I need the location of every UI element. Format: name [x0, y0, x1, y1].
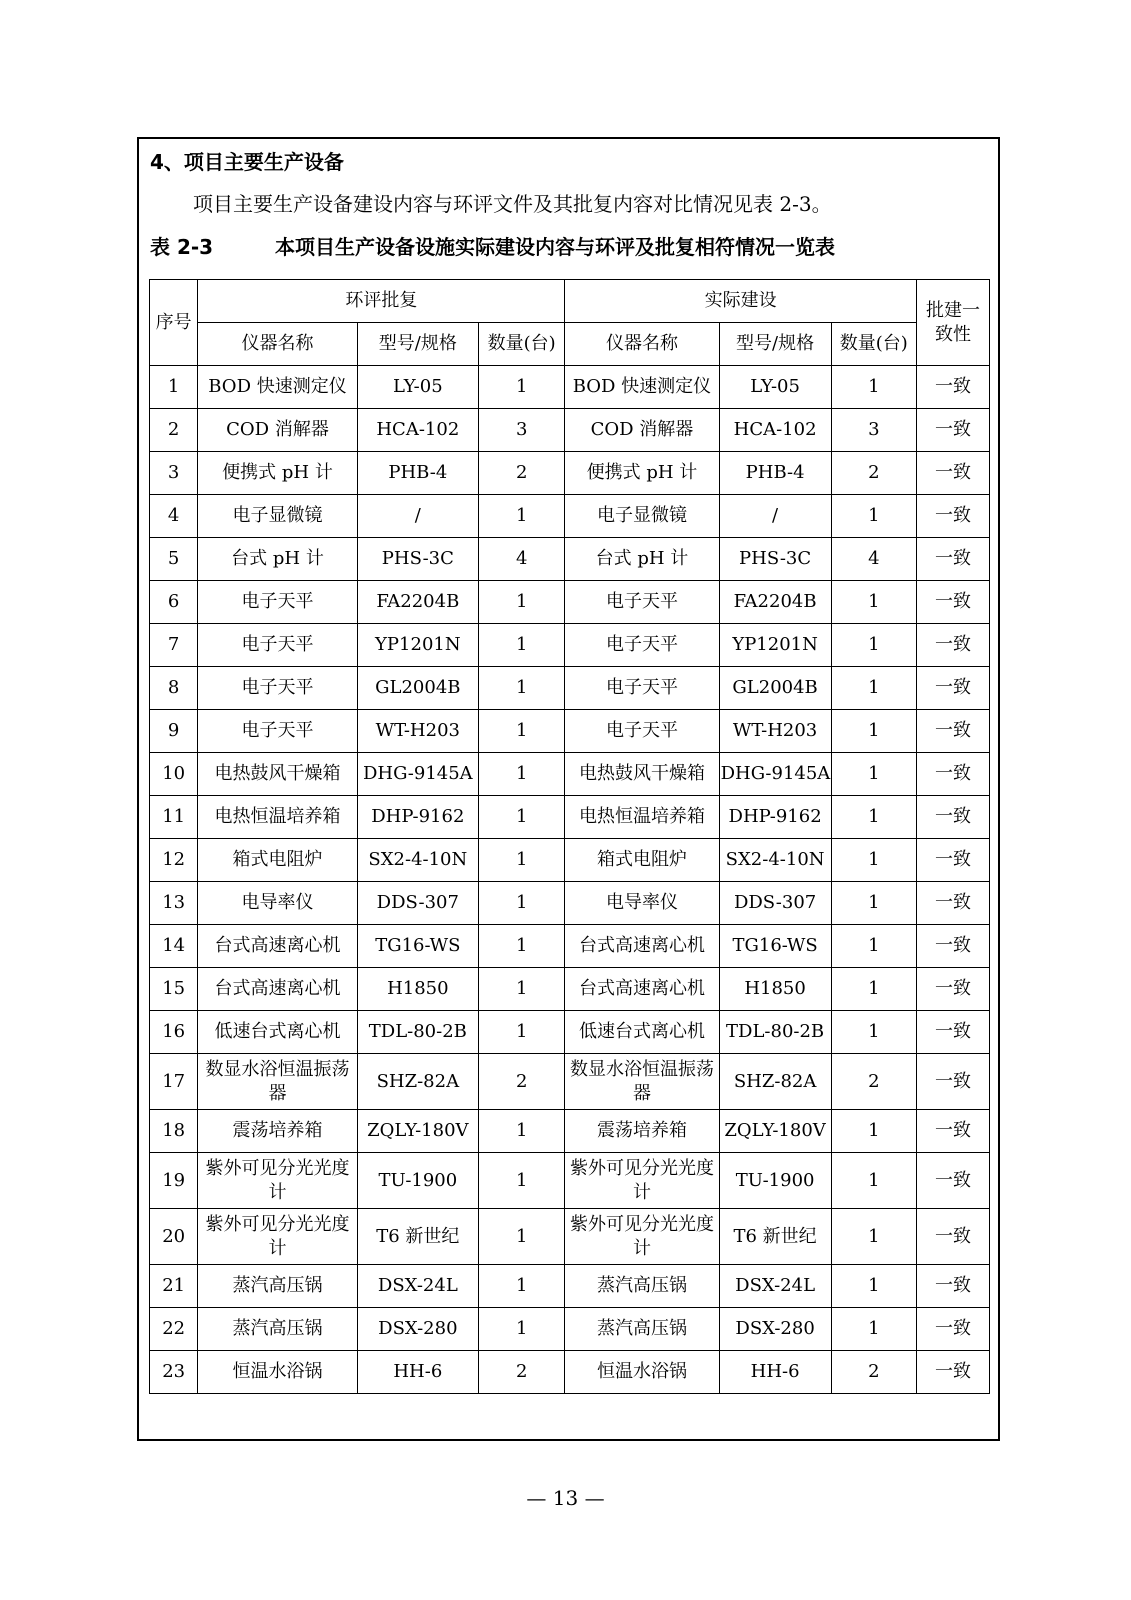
cell-actual-model: PHS-3C: [719, 538, 831, 581]
cell-actual-qty: 1: [831, 710, 916, 753]
cell-actual-model: PHB-4: [719, 452, 831, 495]
cell-eia-model: LY-05: [357, 366, 478, 409]
cell-eia-name: 便携式 pH 计: [198, 452, 357, 495]
cell-consistency: 一致: [916, 1265, 989, 1308]
cell-eia-model: PHB-4: [357, 452, 478, 495]
cell-actual-model: SHZ-82A: [719, 1054, 831, 1110]
cell-actual-qty: 1: [831, 495, 916, 538]
cell-actual-name: 电热鼓风干燥箱: [565, 753, 719, 796]
equipment-table: [149, 279, 990, 1394]
cell-serial: 13: [150, 882, 198, 925]
cell-eia-name: 电子天平: [198, 624, 357, 667]
cell-actual-qty: 1: [831, 882, 916, 925]
cell-consistency: 一致: [916, 624, 989, 667]
cell-eia-name: 电子显微镜: [198, 495, 357, 538]
cell-serial: 11: [150, 796, 198, 839]
cell-eia-qty: 3: [478, 409, 564, 452]
cell-serial: 10: [150, 753, 198, 796]
cell-actual-name: 震荡培养箱: [565, 1110, 719, 1153]
cell-eia-model: TG16-WS: [357, 925, 478, 968]
section-heading: 4、项目主要生产设备: [150, 150, 344, 174]
cell-consistency: 一致: [916, 753, 989, 796]
cell-consistency: 一致: [916, 710, 989, 753]
table-row: [150, 753, 990, 796]
cell-consistency: 一致: [916, 1209, 989, 1265]
cell-eia-qty: 1: [478, 495, 564, 538]
cell-actual-model: DHP-9162: [719, 796, 831, 839]
cell-actual-qty: 2: [831, 1351, 916, 1394]
cell-eia-name: 蒸汽高压锅: [198, 1308, 357, 1351]
cell-actual-model: HH-6: [719, 1351, 831, 1394]
cell-actual-name: COD 消解器: [565, 409, 719, 452]
cell-eia-name: 紫外可见分光光度计: [198, 1209, 357, 1265]
cell-eia-model: GL2004B: [357, 667, 478, 710]
table-row: [150, 409, 990, 452]
cell-eia-name: 电热鼓风干燥箱: [198, 753, 357, 796]
cell-eia-name: 箱式电阻炉: [198, 839, 357, 882]
table-row: [150, 1054, 990, 1110]
cell-actual-name: BOD 快速测定仪: [565, 366, 719, 409]
header-group-actual: 实际建设: [565, 280, 917, 323]
cell-eia-model: /: [357, 495, 478, 538]
cell-eia-model: WT-H203: [357, 710, 478, 753]
table-row: [150, 1011, 990, 1054]
cell-eia-qty: 2: [478, 1054, 564, 1110]
cell-eia-qty: 1: [478, 1110, 564, 1153]
cell-actual-model: YP1201N: [719, 624, 831, 667]
cell-eia-name: 低速台式离心机: [198, 1011, 357, 1054]
cell-eia-qty: 1: [478, 624, 564, 667]
cell-serial: 9: [150, 710, 198, 753]
cell-actual-qty: 1: [831, 1110, 916, 1153]
header-serial: 序号: [150, 280, 198, 366]
header-eia-qty: 数量(台): [478, 323, 564, 366]
table-row: [150, 796, 990, 839]
cell-serial: 16: [150, 1011, 198, 1054]
cell-actual-model: DSX-280: [719, 1308, 831, 1351]
cell-actual-name: 电热恒温培养箱: [565, 796, 719, 839]
cell-actual-qty: 1: [831, 1011, 916, 1054]
cell-serial: 14: [150, 925, 198, 968]
cell-consistency: 一致: [916, 409, 989, 452]
cell-actual-name: 电子显微镜: [565, 495, 719, 538]
content-frame: [137, 137, 1000, 1441]
cell-eia-model: YP1201N: [357, 624, 478, 667]
cell-actual-model: ZQLY-180V: [719, 1110, 831, 1153]
cell-serial: 5: [150, 538, 198, 581]
cell-actual-name: 便携式 pH 计: [565, 452, 719, 495]
cell-actual-qty: 1: [831, 1153, 916, 1209]
cell-eia-qty: 1: [478, 796, 564, 839]
cell-eia-model: DDS-307: [357, 882, 478, 925]
cell-actual-qty: 1: [831, 624, 916, 667]
cell-actual-qty: 1: [831, 366, 916, 409]
cell-actual-qty: 1: [831, 581, 916, 624]
cell-eia-qty: 1: [478, 667, 564, 710]
cell-serial: 20: [150, 1209, 198, 1265]
cell-serial: 17: [150, 1054, 198, 1110]
cell-actual-model: DSX-24L: [719, 1265, 831, 1308]
cell-serial: 8: [150, 667, 198, 710]
cell-actual-qty: 1: [831, 667, 916, 710]
header-group-eia: 环评批复: [198, 280, 565, 323]
table-row: [150, 538, 990, 581]
table-header-row-1: [150, 280, 990, 323]
cell-consistency: 一致: [916, 1308, 989, 1351]
table-row: [150, 1209, 990, 1265]
cell-eia-model: T6 新世纪: [357, 1209, 478, 1265]
cell-actual-name: 蒸汽高压锅: [565, 1308, 719, 1351]
cell-eia-name: 紫外可见分光光度计: [198, 1153, 357, 1209]
cell-eia-qty: 1: [478, 839, 564, 882]
cell-eia-qty: 1: [478, 1011, 564, 1054]
table-row: [150, 452, 990, 495]
cell-eia-model: HCA-102: [357, 409, 478, 452]
cell-actual-model: TG16-WS: [719, 925, 831, 968]
table-row: [150, 710, 990, 753]
cell-serial: 15: [150, 968, 198, 1011]
cell-actual-name: 恒温水浴锅: [565, 1351, 719, 1394]
cell-eia-model: PHS-3C: [357, 538, 478, 581]
cell-eia-name: 蒸汽高压锅: [198, 1265, 357, 1308]
cell-actual-name: 紫外可见分光光度计: [565, 1209, 719, 1265]
cell-consistency: 一致: [916, 839, 989, 882]
cell-eia-model: H1850: [357, 968, 478, 1011]
cell-actual-name: 台式 pH 计: [565, 538, 719, 581]
cell-eia-qty: 4: [478, 538, 564, 581]
cell-actual-model: HCA-102: [719, 409, 831, 452]
cell-actual-name: 台式高速离心机: [565, 925, 719, 968]
cell-actual-name: 紫外可见分光光度计: [565, 1153, 719, 1209]
cell-consistency: 一致: [916, 538, 989, 581]
cell-eia-model: SHZ-82A: [357, 1054, 478, 1110]
cell-serial: 7: [150, 624, 198, 667]
cell-consistency: 一致: [916, 882, 989, 925]
cell-actual-qty: 1: [831, 1265, 916, 1308]
cell-eia-qty: 1: [478, 968, 564, 1011]
cell-eia-name: 电导率仪: [198, 882, 357, 925]
cell-consistency: 一致: [916, 495, 989, 538]
header-actual-name: 仪器名称: [565, 323, 719, 366]
cell-actual-name: 电子天平: [565, 624, 719, 667]
table-body: [150, 366, 990, 1394]
cell-serial: 23: [150, 1351, 198, 1394]
cell-actual-name: 电子天平: [565, 581, 719, 624]
table-row: [150, 1351, 990, 1394]
cell-consistency: 一致: [916, 581, 989, 624]
cell-actual-name: 电子天平: [565, 667, 719, 710]
cell-serial: 22: [150, 1308, 198, 1351]
cell-serial: 12: [150, 839, 198, 882]
cell-actual-name: 箱式电阻炉: [565, 839, 719, 882]
cell-actual-model: DHG-9145A: [719, 753, 831, 796]
cell-actual-name: 电子天平: [565, 710, 719, 753]
cell-eia-name: BOD 快速测定仪: [198, 366, 357, 409]
cell-actual-model: H1850: [719, 968, 831, 1011]
cell-eia-qty: 1: [478, 581, 564, 624]
cell-eia-qty: 1: [478, 366, 564, 409]
cell-eia-qty: 1: [478, 925, 564, 968]
cell-actual-name: 低速台式离心机: [565, 1011, 719, 1054]
cell-actual-qty: 2: [831, 1054, 916, 1110]
table-row: [150, 581, 990, 624]
cell-actual-model: FA2204B: [719, 581, 831, 624]
table-row: [150, 1265, 990, 1308]
cell-eia-name: 电热恒温培养箱: [198, 796, 357, 839]
cell-eia-name: 台式 pH 计: [198, 538, 357, 581]
cell-eia-model: DSX-24L: [357, 1265, 478, 1308]
page-number: — 13 —: [526, 1486, 605, 1510]
cell-eia-model: FA2204B: [357, 581, 478, 624]
cell-eia-qty: 2: [478, 1351, 564, 1394]
header-actual-model: 型号/规格: [719, 323, 831, 366]
cell-actual-model: LY-05: [719, 366, 831, 409]
cell-consistency: 一致: [916, 796, 989, 839]
header-consistency: 批建一致性: [916, 280, 989, 366]
cell-eia-model: HH-6: [357, 1351, 478, 1394]
table-row: [150, 925, 990, 968]
table-row: [150, 1153, 990, 1209]
cell-eia-model: TU-1900: [357, 1153, 478, 1209]
cell-eia-name: 数显水浴恒温振荡器: [198, 1054, 357, 1110]
table-row: [150, 624, 990, 667]
cell-eia-qty: 1: [478, 1153, 564, 1209]
cell-actual-model: TDL-80-2B: [719, 1011, 831, 1054]
cell-eia-name: 台式高速离心机: [198, 925, 357, 968]
cell-eia-qty: 1: [478, 882, 564, 925]
header-eia-model: 型号/规格: [357, 323, 478, 366]
cell-eia-name: 电子天平: [198, 667, 357, 710]
header-actual-qty: 数量(台): [831, 323, 916, 366]
cell-eia-name: 台式高速离心机: [198, 968, 357, 1011]
cell-eia-qty: 1: [478, 710, 564, 753]
cell-eia-model: TDL-80-2B: [357, 1011, 478, 1054]
cell-actual-model: WT-H203: [719, 710, 831, 753]
cell-actual-name: 电导率仪: [565, 882, 719, 925]
cell-actual-name: 台式高速离心机: [565, 968, 719, 1011]
table-row: [150, 495, 990, 538]
table-row: [150, 968, 990, 1011]
cell-eia-qty: 2: [478, 452, 564, 495]
cell-actual-qty: 1: [831, 968, 916, 1011]
cell-eia-qty: 1: [478, 753, 564, 796]
cell-eia-model: DHP-9162: [357, 796, 478, 839]
cell-consistency: 一致: [916, 1110, 989, 1153]
cell-actual-qty: 1: [831, 925, 916, 968]
cell-serial: 6: [150, 581, 198, 624]
cell-actual-model: TU-1900: [719, 1153, 831, 1209]
cell-eia-name: 电子天平: [198, 581, 357, 624]
cell-actual-model: GL2004B: [719, 667, 831, 710]
cell-serial: 1: [150, 366, 198, 409]
cell-eia-name: 震荡培养箱: [198, 1110, 357, 1153]
cell-serial: 4: [150, 495, 198, 538]
cell-actual-model: T6 新世纪: [719, 1209, 831, 1265]
cell-actual-qty: 1: [831, 1209, 916, 1265]
cell-actual-qty: 1: [831, 796, 916, 839]
cell-serial: 2: [150, 409, 198, 452]
table-row: [150, 1308, 990, 1351]
header-eia-name: 仪器名称: [198, 323, 357, 366]
table-row: [150, 667, 990, 710]
cell-consistency: 一致: [916, 968, 989, 1011]
intro-paragraph: 项目主要生产设备建设内容与环评文件及其批复内容对比情况见表 2-3。: [193, 192, 832, 216]
table-caption-label: 表 2-3: [150, 235, 214, 259]
cell-actual-name: 数显水浴恒温振荡器: [565, 1054, 719, 1110]
cell-actual-model: DDS-307: [719, 882, 831, 925]
cell-actual-qty: 1: [831, 839, 916, 882]
cell-consistency: 一致: [916, 925, 989, 968]
cell-eia-model: ZQLY-180V: [357, 1110, 478, 1153]
cell-eia-name: 恒温水浴锅: [198, 1351, 357, 1394]
cell-eia-qty: 1: [478, 1209, 564, 1265]
table-row: [150, 366, 990, 409]
cell-actual-model: /: [719, 495, 831, 538]
cell-consistency: 一致: [916, 1153, 989, 1209]
cell-consistency: 一致: [916, 366, 989, 409]
cell-eia-name: 电子天平: [198, 710, 357, 753]
table-header-row-2: [150, 323, 990, 366]
cell-actual-qty: 4: [831, 538, 916, 581]
cell-consistency: 一致: [916, 1011, 989, 1054]
cell-actual-qty: 2: [831, 452, 916, 495]
table-row: [150, 1110, 990, 1153]
cell-consistency: 一致: [916, 452, 989, 495]
cell-actual-qty: 3: [831, 409, 916, 452]
table-caption-title: 本项目生产设备设施实际建设内容与环评及批复相符情况一览表: [275, 235, 835, 259]
cell-consistency: 一致: [916, 1054, 989, 1110]
table-row: [150, 882, 990, 925]
cell-actual-model: SX2-4-10N: [719, 839, 831, 882]
cell-actual-qty: 1: [831, 753, 916, 796]
cell-consistency: 一致: [916, 667, 989, 710]
cell-eia-qty: 1: [478, 1308, 564, 1351]
cell-serial: 3: [150, 452, 198, 495]
cell-eia-name: COD 消解器: [198, 409, 357, 452]
cell-actual-qty: 1: [831, 1308, 916, 1351]
table-row: [150, 839, 990, 882]
cell-eia-qty: 1: [478, 1265, 564, 1308]
cell-eia-model: SX2-4-10N: [357, 839, 478, 882]
cell-consistency: 一致: [916, 1351, 989, 1394]
cell-actual-name: 蒸汽高压锅: [565, 1265, 719, 1308]
cell-eia-model: DHG-9145A: [357, 753, 478, 796]
cell-eia-model: DSX-280: [357, 1308, 478, 1351]
cell-serial: 19: [150, 1153, 198, 1209]
cell-serial: 18: [150, 1110, 198, 1153]
cell-serial: 21: [150, 1265, 198, 1308]
